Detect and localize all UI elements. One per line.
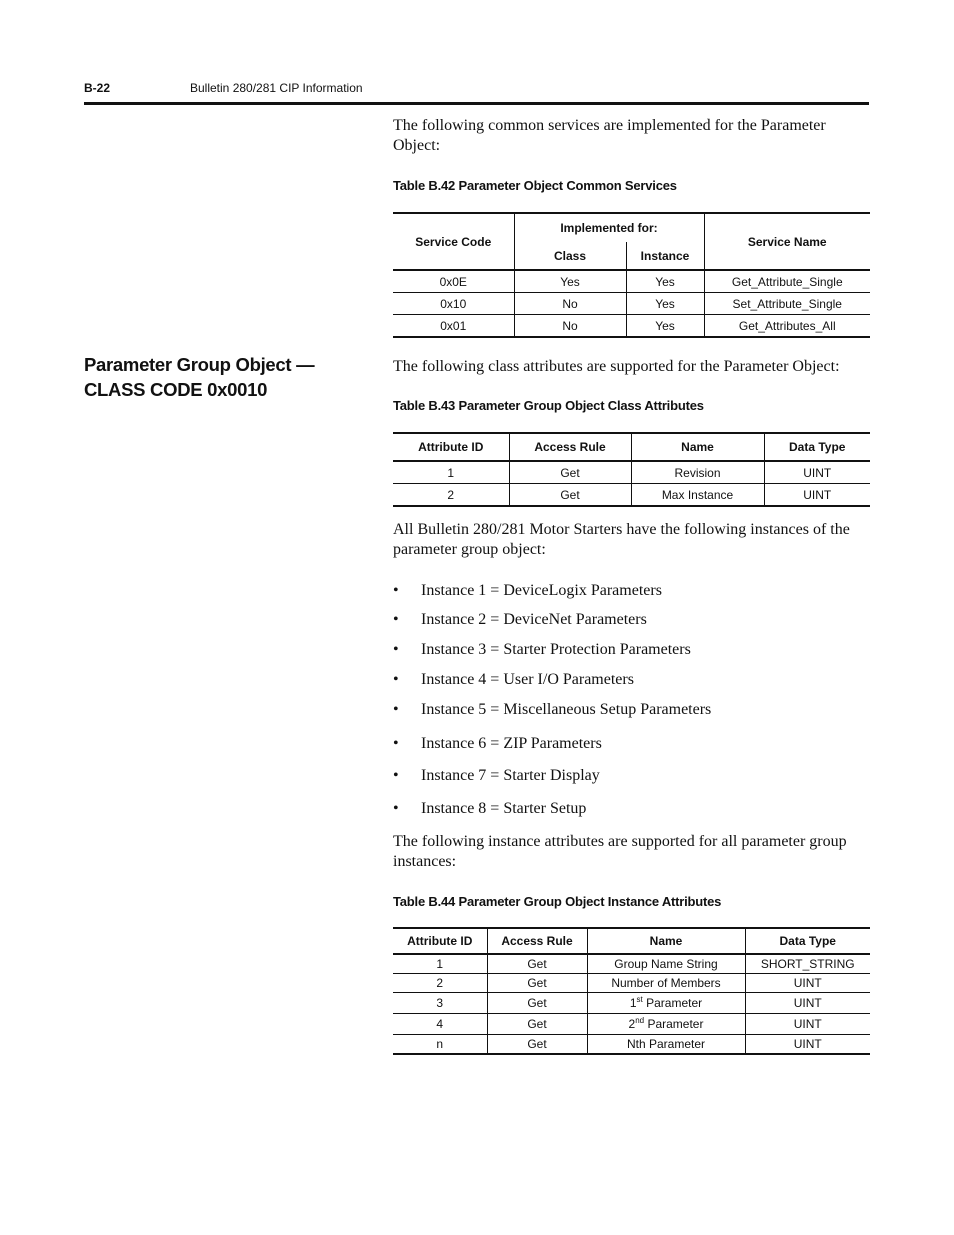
table-cell: Max Instance	[631, 484, 764, 507]
table-row	[393, 461, 870, 484]
running-title: Bulletin 280/281 CIP Information	[190, 81, 363, 95]
table-b44	[393, 927, 870, 1055]
col-header: Data Type	[764, 433, 870, 461]
ordinal-suffix: nd	[635, 1016, 645, 1025]
bullet-dot: •	[393, 641, 399, 658]
table-row	[393, 1014, 870, 1035]
name-text-suffix: Parameter	[644, 1017, 704, 1031]
table-cell: Revision	[631, 461, 764, 484]
data-type-cell: UINT	[745, 1035, 870, 1055]
attribute-id-cell: 4	[393, 1014, 487, 1035]
class-cell: No	[514, 293, 626, 315]
instance-attributes-paragraph: The following instance attributes are supported for all parameter group instances:	[393, 833, 847, 870]
table-row	[393, 293, 870, 315]
data-type-cell: UINT	[745, 1014, 870, 1035]
col-header: Access Rule	[487, 928, 587, 954]
list-item-text: Instance 6 = ZIP Parameters	[421, 735, 602, 752]
name-cell	[587, 974, 745, 993]
name-text: 1	[629, 996, 637, 1010]
list-item-text: Instance 3 = Starter Protection Parameters	[421, 641, 691, 658]
name-cell	[587, 1014, 745, 1035]
table-cell: 2	[393, 484, 509, 507]
table-cell: Get	[509, 484, 631, 507]
intro-paragraph: The following common services are implemented for the Parameter Object:	[393, 117, 826, 154]
bullet-dot: •	[393, 735, 399, 752]
table-row	[393, 974, 870, 993]
name-text: Nth Parameter	[626, 1037, 706, 1051]
name-text-suffix: Parameter	[642, 996, 703, 1010]
table-cell: 1	[447, 465, 455, 480]
col-header-instance: Instance	[626, 242, 704, 270]
section-heading: Parameter Group Object — CLASS CODE 0x0010	[84, 354, 315, 400]
access-rule-cell: Get	[487, 974, 587, 993]
instance-cell: Yes	[626, 293, 704, 315]
instances-paragraph: All Bulletin 280/281 Motor Starters have the following instances of the parameter group object:	[393, 521, 850, 558]
list-item-text: Instance 4 = User I/O Parameters	[421, 671, 634, 688]
attribute-id-cell: n	[393, 1035, 487, 1055]
table-row	[393, 1035, 870, 1055]
table-cell: UINT	[764, 461, 870, 484]
table-row	[393, 270, 870, 293]
class-attributes-paragraph: The following class attributes are supported for the Parameter Object:	[393, 358, 840, 375]
col-header: Name	[631, 433, 764, 461]
data-type-cell: UINT	[745, 993, 870, 1014]
instance-cell: Yes	[626, 315, 704, 338]
attribute-id-cell: 2	[393, 974, 487, 993]
table-row	[393, 315, 870, 338]
table-b42	[393, 212, 870, 338]
table-row	[393, 484, 870, 507]
name-cell	[587, 993, 745, 1014]
col-header: Data Type	[745, 928, 870, 954]
bullet-dot: •	[393, 671, 399, 688]
attribute-id-cell: 3	[393, 993, 487, 1014]
name-text: Group Name String	[614, 957, 718, 971]
list-item-text: Instance 8 = Starter Setup	[421, 800, 587, 817]
ordinal-suffix: st	[636, 995, 643, 1004]
bullet-dot: •	[393, 800, 399, 817]
header-rule	[84, 102, 869, 105]
data-type-cell: SHORT_STRING	[745, 954, 870, 974]
name-cell	[587, 954, 745, 974]
name-text: Number of Members	[611, 976, 721, 990]
col-header: Attribute ID	[418, 440, 484, 454]
instance-cell: Yes	[626, 270, 704, 293]
col-header: Name	[587, 928, 745, 954]
service-code-cell: 0x01	[393, 315, 514, 338]
access-rule-cell: Get	[487, 1035, 587, 1055]
table-b42-caption: Table B.42 Parameter Object Common Services	[393, 178, 677, 193]
name-text: 2	[628, 1017, 636, 1031]
table-b43-caption: Table B.43 Parameter Group Object Class Attributes	[393, 398, 704, 413]
table-cell: Get	[509, 461, 631, 484]
col-header-service-code: Service Code	[415, 234, 492, 249]
col-header: Attribute ID	[407, 934, 473, 948]
bullet-dot: •	[393, 701, 399, 718]
table-cell: UINT	[764, 484, 870, 507]
table-b43	[393, 432, 870, 507]
service-code-cell: 0x0E	[439, 274, 467, 289]
table-b44-caption: Table B.44 Parameter Group Object Instance Attributes	[393, 894, 722, 909]
access-rule-cell: Get	[487, 954, 587, 974]
bullet-dot: •	[393, 767, 399, 784]
name-cell	[587, 1035, 745, 1055]
service-name-cell: Set_Attribute_Single	[704, 293, 870, 315]
bullet-dot: •	[393, 611, 399, 628]
service-name-cell: Get_Attributes_All	[704, 315, 870, 338]
attribute-id-cell: 1	[436, 957, 444, 971]
access-rule-cell: Get	[487, 993, 587, 1014]
col-header-class: Class	[514, 242, 626, 270]
col-header-service-name: Service Name	[704, 213, 870, 270]
col-header-implemented-for: Implemented for:	[514, 213, 704, 242]
bullet-dot: •	[393, 582, 399, 599]
table-row	[393, 954, 870, 974]
list-item-text: Instance 5 = Miscellaneous Setup Parameters	[421, 701, 712, 718]
table-row	[393, 993, 870, 1014]
list-item-text: Instance 7 = Starter Display	[421, 767, 600, 784]
service-name-cell: Get_Attribute_Single	[704, 270, 870, 293]
page-header	[84, 78, 869, 105]
class-cell: No	[514, 315, 626, 338]
list-item-text: Instance 1 = DeviceLogix Parameters	[421, 582, 662, 599]
access-rule-cell: Get	[487, 1014, 587, 1035]
page-number: B-22	[84, 81, 111, 95]
service-code-cell: 0x10	[393, 293, 514, 315]
data-type-cell: UINT	[745, 974, 870, 993]
col-header: Access Rule	[509, 433, 631, 461]
class-cell: Yes	[514, 270, 626, 293]
list-item-text: Instance 2 = DeviceNet Parameters	[421, 611, 647, 628]
